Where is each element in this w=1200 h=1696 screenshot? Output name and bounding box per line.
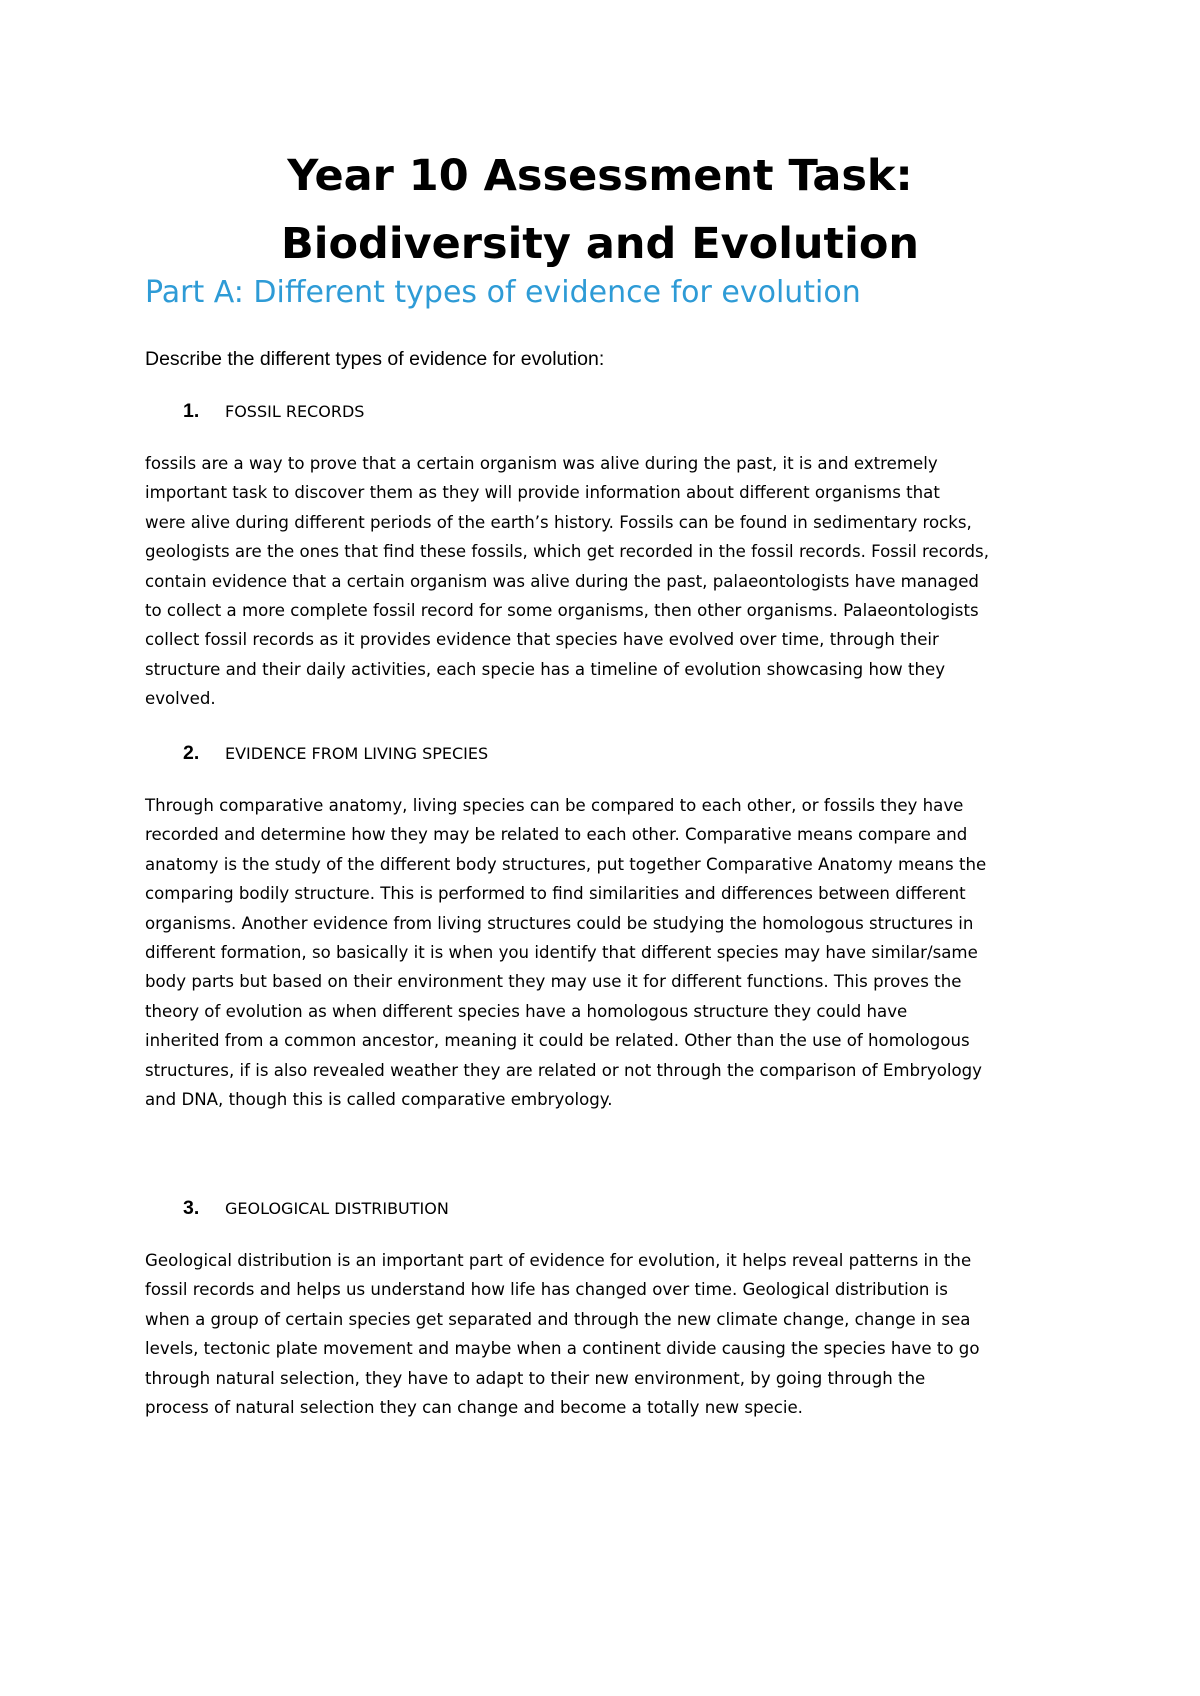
- paragraph-line: evolved.: [145, 689, 216, 709]
- paragraph-line: fossils are a way to prove that a certain organism was alive during the past, it is and extremely: [145, 454, 938, 473]
- paragraph-line: were alive during different periods of the earth’s history. Fossils can be found in sedimentary rocks,: [145, 512, 972, 532]
- title-line-2: Biodiversity and Evolution: [281, 219, 919, 269]
- paragraph-line: when a group of certain species get separated and through the new climate change, change in sea: [145, 1309, 971, 1329]
- paragraph-line: inherited from a common ancestor, meaning it could be related. Other than the use of homologous: [145, 1031, 970, 1051]
- paragraph-line: collect fossil records as it provides evidence that species have evolved over time, through their: [145, 630, 939, 650]
- paragraph-line: comparing bodily structure. This is performed to find similarities and differences between different: [145, 884, 966, 904]
- paragraph-line: anatomy is the study of the different body structures, put together Comparative Anatomy means the: [145, 854, 987, 874]
- paragraph-line: theory of evolution as when different species have a homologous structure they could have: [145, 1001, 908, 1021]
- section-paragraph-geological-distribution: [145, 1246, 1085, 1422]
- paragraph-line: body parts but based on their environment they may use it for different functions. This proves the: [145, 972, 962, 992]
- paragraph-line: geologists are the ones that find these fossils, which get recorded in the fossil records. Fossil records,: [145, 542, 989, 562]
- paragraph-line: to collect a more complete fossil record for some organisms, then other organisms. Palaeontologists: [145, 601, 979, 621]
- section-paragraph-fossil-records: [145, 449, 1085, 714]
- section-title: GEOLOGICAL DISTRIBUTION: [225, 1199, 449, 1218]
- intro-text: Describe the different types of evidence for evolution:: [145, 348, 605, 370]
- paragraph-line: different formation, so basically it is when you identify that different species may have similar/same: [145, 943, 978, 963]
- paragraph-line: process of natural selection they can change and become a totally new specie.: [145, 1398, 803, 1418]
- section-number: 3.: [183, 1197, 200, 1219]
- paragraph-line: organisms. Another evidence from living structures could be studying the homologous structures in: [145, 913, 974, 933]
- paragraph-line: structure and their daily activities, each specie has a timeline of evolution showcasing how they: [145, 659, 946, 679]
- section-title: EVIDENCE FROM LIVING SPECIES: [225, 744, 489, 763]
- section-heading-living-species: [183, 738, 488, 769]
- section-heading-geological-distribution: [183, 1193, 449, 1224]
- title-line-1: Year 10 Assessment Task:: [287, 151, 913, 201]
- section-heading-fossil-records: [183, 396, 364, 427]
- document-title: [0, 142, 1200, 278]
- section-paragraph-living-species: [145, 791, 1085, 1114]
- paragraph-line: Through comparative anatomy, living species can be compared to each other, or fossils they have: [145, 796, 964, 815]
- paragraph-line: Geological distribution is an important part of evidence for evolution, it helps reveal patterns in the: [145, 1251, 972, 1270]
- paragraph-line: and DNA, though this is called comparative embryology.: [145, 1090, 613, 1110]
- paragraph-line: levels, tectonic plate movement and maybe when a continent divide causing the species have to go: [145, 1339, 980, 1359]
- paragraph-line: contain evidence that a certain organism was alive during the past, palaeontologists have managed: [145, 571, 979, 591]
- paragraph-line: important task to discover them as they will provide information about different organisms that: [145, 483, 940, 503]
- paragraph-line: structures, if is also revealed weather they are related or not through the comparison of Embryology: [145, 1060, 982, 1080]
- section-title: FOSSIL RECORDS: [225, 402, 365, 421]
- paragraph-line: through natural selection, they have to adapt to their new environment, by going through the: [145, 1368, 926, 1388]
- section-number: 1.: [183, 400, 200, 422]
- section-number: 2.: [183, 742, 200, 764]
- part-a-heading: Part A: Different types of evidence for evolution: [145, 275, 861, 310]
- paragraph-line: recorded and determine how they may be related to each other. Comparative means compare and: [145, 825, 968, 845]
- paragraph-line: fossil records and helps us understand how life has changed over time. Geological distribution is: [145, 1280, 948, 1300]
